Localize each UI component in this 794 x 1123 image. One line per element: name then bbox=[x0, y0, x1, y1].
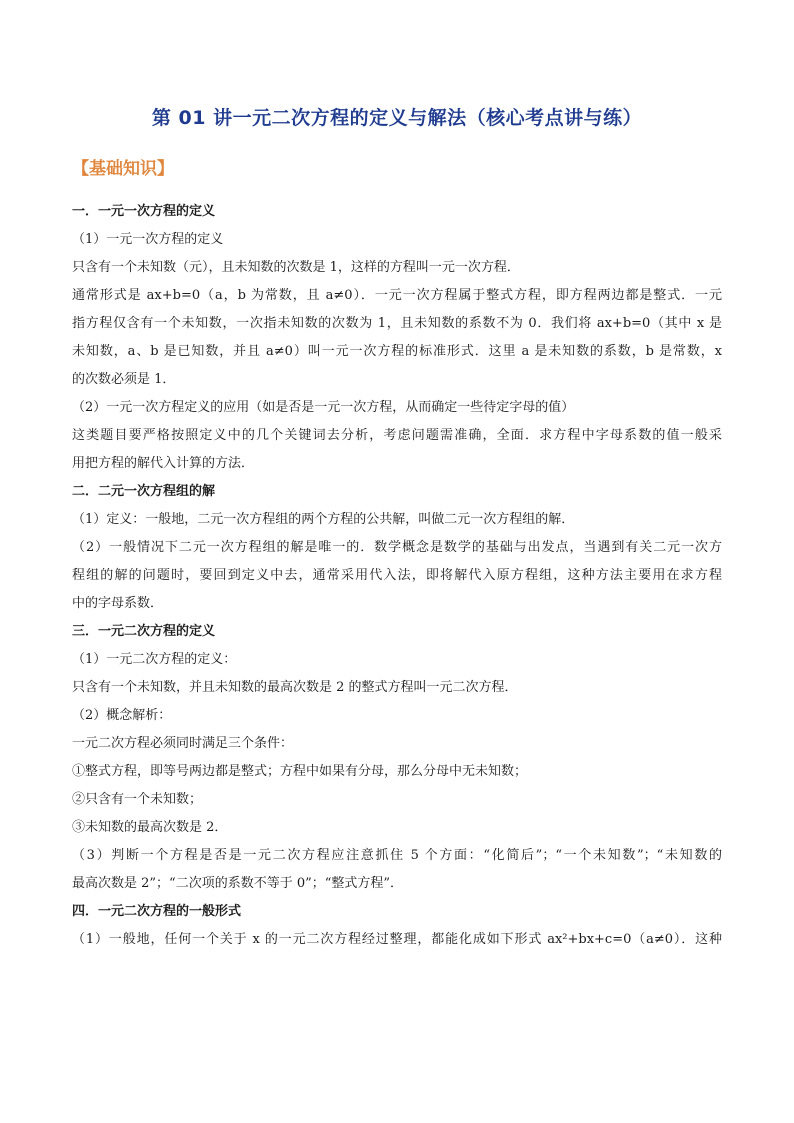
section-heading: 二．二元一次方程组的解 bbox=[72, 484, 216, 499]
section-heading: 三．一元二次方程的定义 bbox=[72, 624, 216, 639]
text-line: 只含有一个未知数，并且未知数的最高次数是 2 的整式方程叫一元二次方程． bbox=[72, 680, 518, 695]
text-line: 中的字母系数． bbox=[72, 596, 164, 611]
text-line: 只含有一个未知数（元），且未知数的次数是 1，这样的方程叫一元一次方程． bbox=[72, 260, 520, 275]
text-line: （1）定义：一般地，二元一次方程组的两个方程的公共解，叫做二元一次方程组的解． bbox=[72, 512, 575, 527]
text-line: ②只含有一个未知数； bbox=[72, 792, 203, 807]
text-line: ③未知数的最高次数是 2． bbox=[72, 820, 228, 835]
section-heading: 一．一元一次方程的定义 bbox=[72, 204, 216, 219]
text-line: 用把方程的解代入计算的方法． bbox=[72, 456, 255, 471]
text-line: （2）一般情况下二元一次方程组的解是唯一的．数学概念是数学的基础与出发点，当遇到有关二元一次方 bbox=[72, 540, 722, 555]
text-line: （1）一般地，任何一个关于 x 的一元二次方程经过整理，都能化成如下形式 ax²+bx+c=0（a≠0）．这种 bbox=[72, 932, 722, 947]
text-line: 这类题目要严格按照定义中的几个关键词去分析，考虑问题需准确，全面．求方程中字母系数的值一般采 bbox=[72, 428, 722, 443]
text-line: 一元二次方程必须同时满足三个条件： bbox=[72, 736, 294, 751]
text-line: （1）一元一次方程的定义 bbox=[72, 232, 224, 247]
text-line: 的次数必须是 1． bbox=[72, 372, 176, 387]
text-line: （2）一元一次方程定义的应用（如是否是一元一次方程，从而确定一些待定字母的值） bbox=[72, 400, 575, 415]
page-title: 第 01 讲一元二次方程的定义与解法（核心考点讲与练） bbox=[151, 107, 643, 129]
text-line: 指方程仅含有一个未知数，一次指未知数的次数为 1，且未知数的系数不为 0．我们将 ax+b=0（其中 x 是 bbox=[72, 316, 722, 331]
section-label-basic-knowledge: 【基础知识】 bbox=[72, 159, 174, 179]
text-line: 通常形式是 ax+b=0（a，b 为常数，且 a≠0）．一元一次方程属于整式方程，即方程两边都是整式．一元 bbox=[72, 288, 722, 303]
text-line: （1）一元二次方程的定义： bbox=[72, 652, 237, 667]
text-line: （3）判断一个方程是否是一元二次方程应注意抓住 5 个方面：“化简后”；“一个未知数”；“未知数的 bbox=[72, 848, 722, 863]
text-line: ①整式方程，即等号两边都是整式；方程中如果有分母，那么分母中无未知数； bbox=[72, 764, 528, 779]
text-line: 程组的解的问题时，要回到定义中去，通常采用代入法，即将解代入原方程组，这种方法主要用在求方程 bbox=[72, 568, 722, 583]
text-line: 未知数，a、b 是已知数，并且 a≠0）叫一元一次方程的标准形式．这里 a 是未知数的系数，b 是常数，x bbox=[72, 344, 722, 359]
text-line: 最高次数是 2”；“二次项的系数不等于 0”；“整式方程”． bbox=[72, 876, 404, 891]
section-heading: 四．一元二次方程的一般形式 bbox=[72, 904, 242, 919]
text-line: （2）概念解析： bbox=[72, 708, 172, 723]
document-body bbox=[72, 198, 722, 954]
